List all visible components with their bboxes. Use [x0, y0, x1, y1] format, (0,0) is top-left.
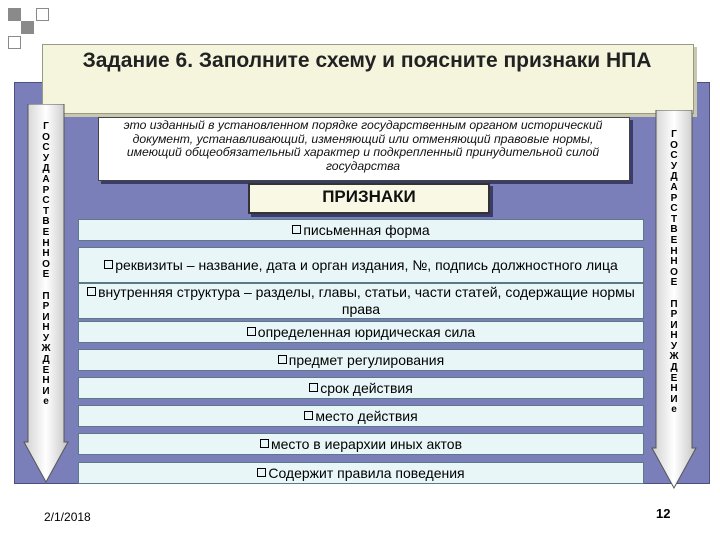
checkbox-bullet-icon — [104, 260, 113, 269]
corner-square-2 — [21, 21, 34, 34]
feature-item: Содержит правила поведения — [78, 462, 644, 484]
feature-item: срок действия — [78, 377, 644, 399]
checkbox-bullet-icon — [260, 439, 269, 448]
slide-title: Задание 6. Заполните схему и поясните признаки НПА — [82, 49, 652, 72]
checkbox-bullet-icon — [278, 355, 287, 364]
feature-item: внутренняя структура – разделы, главы, статьи, части статей, содержащие нормы права — [78, 283, 644, 319]
corner-square-1 — [8, 8, 21, 21]
checkbox-bullet-icon — [304, 411, 313, 420]
features-header: ПРИЗНАКИ — [322, 187, 416, 206]
feature-item: определенная юридическая сила — [78, 321, 644, 343]
feature-item: предмет регулирования — [78, 349, 644, 371]
feature-item: место действия — [78, 405, 644, 427]
definition-text: это изданный в установленном порядке государственным органом исторический документ, устанавливающий, изменяющий или отменяющий правовые нормы, имеющий общеобязательный характер и подкрепленный принудительной силой государства — [123, 118, 603, 173]
checkbox-bullet-icon — [87, 287, 96, 296]
checkbox-bullet-icon — [247, 327, 256, 336]
feature-item: реквизиты – название, дата и орган издания, №, подпись должностного лица — [78, 247, 644, 283]
feature-item: место в иерархии иных актов — [78, 433, 644, 455]
feature-item: письменная форма — [78, 219, 644, 241]
checkbox-bullet-icon — [292, 225, 301, 234]
left-side-label: Г О С У Д А Р С Т В Е Н Н О Е П Р И Н У Ж Д Е Н И е — [41, 121, 51, 408]
checkbox-bullet-icon — [257, 468, 266, 477]
right-side-label: Г О С У Д А Р С Т В Е Н Н О Е П Р И Н У Ж Д Е Н И е — [669, 129, 679, 416]
checkbox-bullet-icon — [309, 383, 318, 392]
corner-square-3 — [36, 8, 49, 21]
corner-square-4 — [8, 36, 21, 49]
slide-date: 2/1/2018 — [44, 510, 91, 524]
page-number: 12 — [656, 506, 671, 521]
